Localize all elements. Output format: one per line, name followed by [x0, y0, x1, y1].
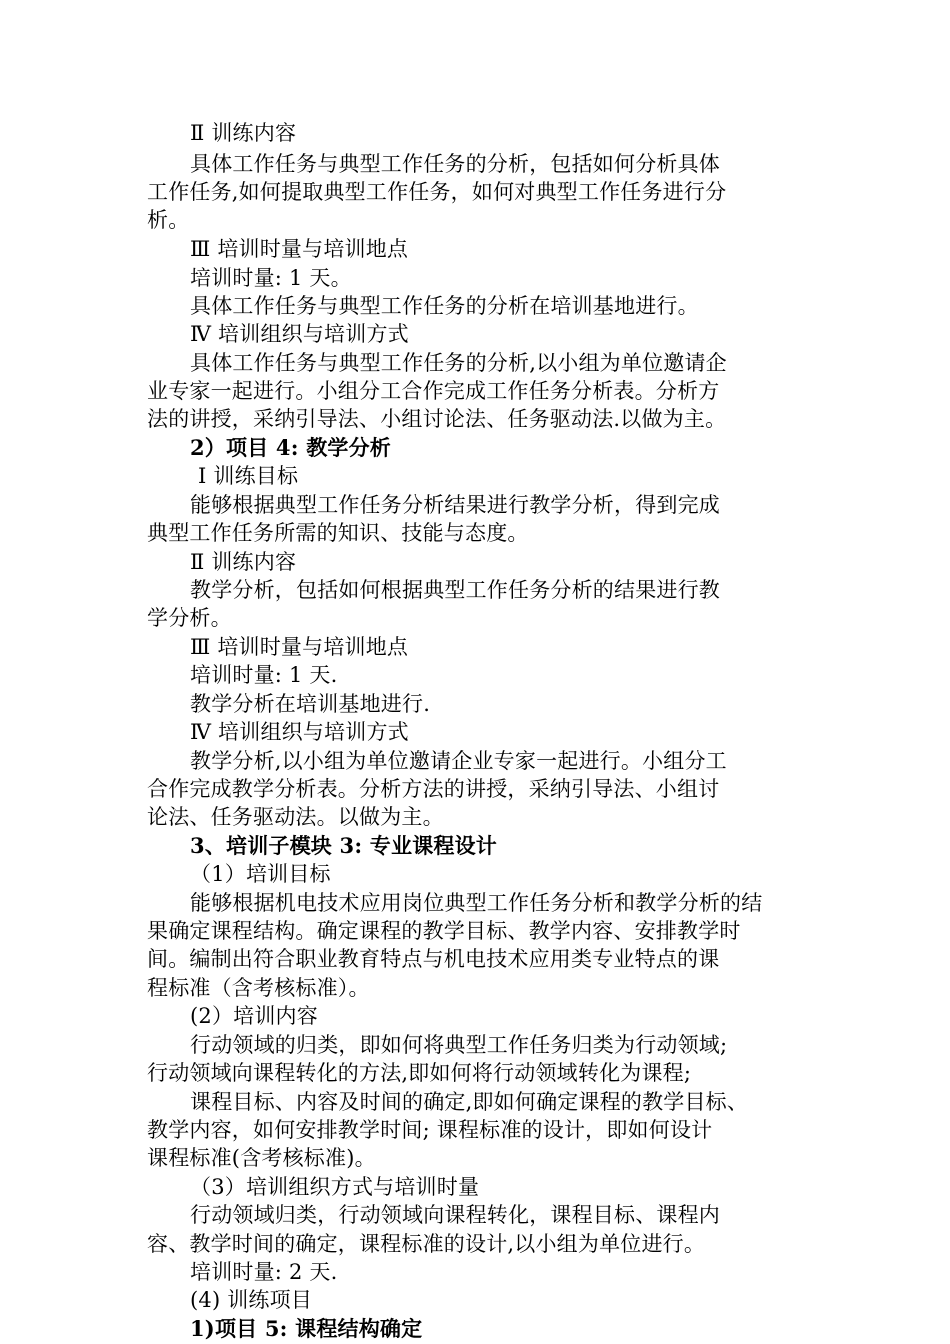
paragraph-line: 容、教学时间的确定，课程标准的设计,以小组为单位进行。	[147, 1232, 706, 1256]
section-heading-project-4: 2）项目 4: 教学分析	[190, 435, 391, 460]
heading-training-content: Ⅱ 训练内容	[190, 550, 297, 574]
section-heading-submodule-3: 3、培训子模块 3: 专业课程设计	[190, 833, 497, 858]
paragraph-line: 学分析。	[147, 606, 232, 630]
paragraph-line: 课程标准(含考核标准)。	[147, 1146, 376, 1170]
paragraph-line: 能够根据典型工作任务分析结果进行教学分析，得到完成	[190, 493, 720, 517]
paragraph-line: 教学分析，包括如何根据典型工作任务分析的结果进行教	[190, 578, 720, 602]
paragraph-line: 行动领域的归类，即如何将典型工作任务归类为行动领域;	[190, 1033, 728, 1057]
paragraph-line: 工作任务,如何提取典型工作任务，如何对典型工作任务进行分	[147, 180, 727, 204]
heading-training-time-place: Ⅲ 培训时量与培训地点	[190, 635, 409, 659]
paragraph-line: 能够根据机电技术应用岗位典型工作任务分析和教学分析的结	[190, 891, 763, 915]
heading-training-organization: Ⅳ 培训组织与培训方式	[190, 720, 409, 744]
heading-training-content: Ⅱ 训练内容	[190, 121, 297, 145]
paragraph-line: 间。编制出符合职业教育特点与机电技术应用类专业特点的课	[147, 947, 720, 971]
heading-training-goal: Ⅰ 训练目标	[198, 464, 299, 488]
paragraph-line: 具体工作任务与典型工作任务的分析，包括如何分析具体	[190, 152, 720, 176]
heading-training-organization-time: （3）培训组织方式与培训时量	[190, 1175, 480, 1199]
paragraph-line: 教学内容，如何安排教学时间; 课程标准的设计，即如何设计	[147, 1118, 713, 1142]
heading-training-content: (2）培训内容	[190, 1004, 318, 1028]
paragraph-line: 典型工作任务所需的知识、技能与态度。	[147, 521, 529, 545]
paragraph-line: 程标准（含考核标准）。	[147, 976, 370, 1000]
heading-training-goal: （1）培训目标	[190, 862, 331, 886]
paragraph-line: 合作完成教学分析表。分析方法的讲授，采纳引导法、小组讨	[147, 777, 720, 801]
paragraph-line: 论法、任务驱动法。以做为主。	[147, 805, 444, 829]
paragraph-line: 课程目标、内容及时间的确定,即如何确定课程的教学目标、	[190, 1090, 749, 1114]
paragraph-line: 析。	[147, 208, 190, 232]
paragraph-line: 行动领域向课程转化的方法,即如何将行动领域转化为课程;	[147, 1061, 692, 1085]
heading-training-organization: Ⅳ 培训组织与培训方式	[190, 322, 409, 346]
paragraph-line: 具体工作任务与典型工作任务的分析在培训基地进行。	[190, 294, 699, 318]
heading-training-time-place: Ⅲ 培训时量与培训地点	[190, 237, 409, 261]
paragraph-line: 法的讲授，采纳引导法、小组讨论法、任务驱动法.以做为主。	[147, 407, 727, 431]
paragraph-line: 培训时量: 2 天.	[190, 1260, 338, 1284]
paragraph-line: 培训时量: 1 天。	[190, 266, 352, 290]
paragraph-line: 教学分析在培训基地进行.	[190, 692, 431, 716]
paragraph-line: 具体工作任务与典型工作任务的分析,以小组为单位邀请企	[190, 351, 727, 375]
paragraph-line: 培训时量: 1 天.	[190, 663, 338, 687]
paragraph-line: 行动领域归类，行动领域向课程转化，课程目标、课程内	[190, 1203, 720, 1227]
paragraph-line: 果确定课程结构。确定课程的教学目标、教学内容、安排教学时	[147, 919, 741, 943]
paragraph-line: 教学分析,以小组为单位邀请企业专家一起进行。小组分工	[190, 749, 727, 773]
paragraph-line: 业专家一起进行。小组分工合作完成工作任务分析表。分析方	[147, 379, 720, 403]
heading-training-projects: (4) 训练项目	[190, 1288, 313, 1312]
section-heading-project-5: 1)项目 5: 课程结构确定	[190, 1316, 423, 1341]
